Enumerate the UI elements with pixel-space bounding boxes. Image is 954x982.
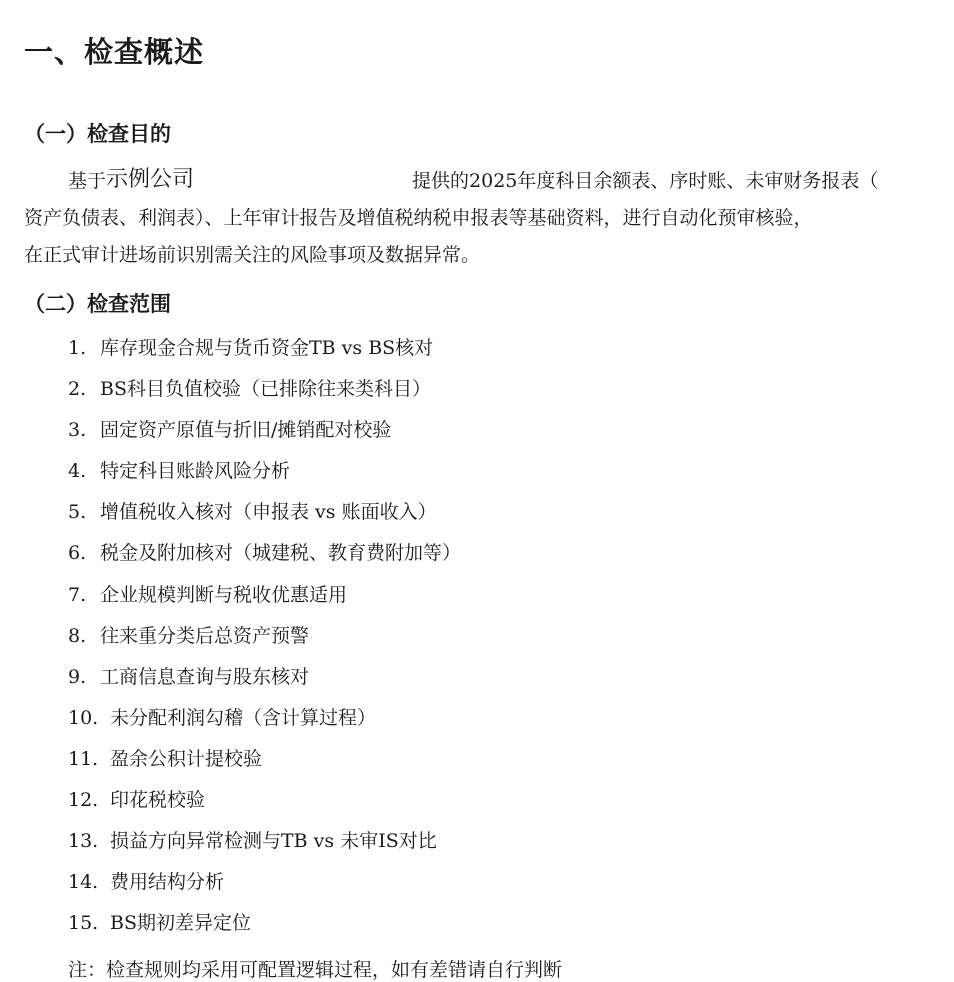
- scope-item: [68, 739, 461, 780]
- scope-item: [68, 657, 461, 698]
- scope-item: [68, 780, 461, 821]
- scope-item-text: 固定资产原值与折旧/摊销配对校验: [100, 419, 392, 442]
- scope-item: [68, 575, 461, 616]
- scope-item: [68, 903, 461, 944]
- scope-item-number: 13.: [68, 830, 99, 853]
- scope-item-text: 往来重分类后总资产预警: [100, 624, 310, 647]
- purpose-line-3: 在正式审计进场前识别需关注的风险事项及数据异常。: [24, 244, 481, 266]
- scope-item-number: 7.: [68, 583, 87, 606]
- scope-item-text: 税金及附加核对（城建税、教育费附加等）: [100, 542, 462, 565]
- scope-item-number: 12.: [68, 789, 99, 812]
- section-title: 一、检查概述: [24, 35, 205, 69]
- scope-item-text: 损益方向异常检测与TB vs 未审IS对比: [110, 830, 437, 853]
- scope-item-number: 4.: [68, 460, 87, 483]
- scope-item-text: 盈余公积计提校验: [110, 747, 263, 770]
- scope-item: [68, 821, 461, 862]
- scope-item-text: 库存现金合规与货币资金TB vs BS核对: [100, 337, 434, 359]
- scope-item-number: 10.: [68, 706, 99, 729]
- scope-item-number: 9.: [68, 665, 87, 688]
- scope-list: [68, 328, 461, 944]
- scope-item-number: 14.: [68, 871, 99, 894]
- purpose-paragraph: [24, 161, 934, 274]
- scope-item: [68, 862, 461, 903]
- scope-item: [68, 451, 461, 492]
- scope-heading: （二）检查范围: [24, 292, 171, 316]
- scope-item-text: 未分配利润勾稽（含计算过程）: [110, 706, 377, 729]
- scope-item-text: 工商信息查询与股东核对: [100, 665, 310, 688]
- scope-item-text: 特定科目账龄风险分析: [100, 460, 291, 483]
- company-name: 示例公司: [106, 167, 195, 192]
- purpose-line-1-end: 提供的2025年度科目余额表、序时账、未审财务报表（: [412, 170, 879, 192]
- scope-item-number: 5.: [68, 501, 87, 524]
- scope-item-number: 6.: [68, 542, 87, 565]
- scope-item-number: 2.: [68, 378, 87, 401]
- scope-item-text: 费用结构分析: [110, 871, 225, 894]
- purpose-line-1: [24, 161, 934, 200]
- scope-item-number: 1.: [68, 337, 87, 359]
- scope-item-number: 15.: [68, 912, 99, 935]
- purpose-line-1-start: 基于: [68, 170, 107, 192]
- scope-item-text: 企业规模判断与税收优惠适用: [100, 583, 348, 606]
- scope-item: [68, 533, 461, 574]
- scope-item: [68, 369, 461, 410]
- purpose-heading: （一）检查目的: [24, 122, 171, 146]
- scope-item: [68, 328, 461, 369]
- purpose-line-2: 资产负债表、利润表）、上年审计报告及增值税纳税申报表等基础资料，进行自动化预审核验，: [24, 207, 813, 229]
- scope-item-text: 增值税收入核对（申报表 vs 账面收入）: [100, 501, 437, 524]
- scope-item-text: BS期初差异定位: [110, 912, 251, 935]
- scope-item: [68, 616, 461, 657]
- scope-item: [68, 492, 461, 533]
- scope-item-number: 8.: [68, 624, 87, 647]
- scope-item-text: 印花税校验: [110, 789, 206, 812]
- footnote-cut: 注：检查规则均采用可配置逻辑过程，如有差错请自行判断: [68, 959, 563, 981]
- scope-item-text: BS科目负值校验（已排除往来类科目）: [100, 378, 431, 401]
- scope-item: [68, 698, 461, 739]
- scope-item-number: 11.: [68, 747, 99, 770]
- scope-item: [68, 410, 461, 451]
- scope-item-number: 3.: [68, 419, 87, 442]
